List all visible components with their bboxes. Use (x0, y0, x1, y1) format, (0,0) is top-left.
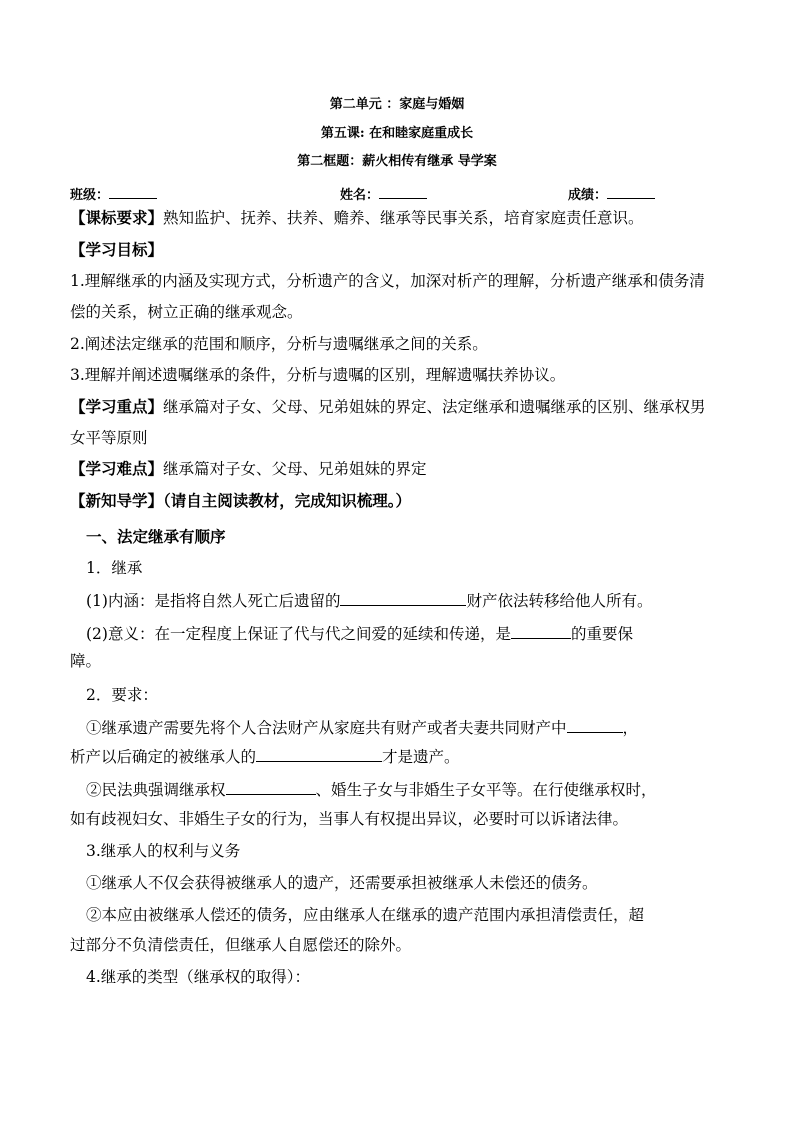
significance-line-b: 障。 (70, 652, 102, 670)
goals-tag: 【学习目标】 (70, 240, 164, 259)
class-label: 班级： (70, 188, 110, 203)
class-blank[interactable] (109, 182, 157, 199)
connotation-blank[interactable] (340, 589, 466, 606)
difficulty-line (70, 458, 730, 480)
requirement-1-blank-a[interactable] (567, 716, 623, 733)
significance-text-b: 的重要保 (570, 625, 633, 643)
name-label: 姓名： (340, 188, 380, 203)
guide-line (70, 490, 730, 512)
name-blank[interactable] (379, 182, 427, 199)
standard-line (70, 207, 730, 229)
standard-tag: 【课标要求】 (70, 208, 164, 227)
rights-item-2-line-b: 过部分不负清偿责任，但继承人自愿偿还的除外。 (70, 936, 412, 954)
inheritance-heading: 1．继承 (86, 559, 143, 577)
connotation-line (86, 589, 746, 612)
goal-2: 2.阐述法定继承的范围和顺序，分析与遗嘱继承之间的关系。 (70, 335, 488, 353)
key-line-a (70, 396, 730, 418)
significance-line (86, 622, 746, 645)
difficulty-text: 继承篇对子女、父母、兄弟姐妹的界定 (163, 460, 427, 478)
requirement-1-line-a (86, 716, 746, 739)
requirement-1-text-a: ①继承遗产需要先将个人合法财产从家庭共有财产或者夫妻共同财产中 (86, 719, 567, 737)
guide-tag: 【新知导学】 (70, 491, 164, 510)
key-tag: 【学习重点】 (70, 397, 164, 416)
class-field (70, 182, 157, 203)
connotation-text-b: 财产依法转移给他人所有。 (466, 592, 653, 610)
requirement-2-line-b: 如有歧视妇女、非婚生子女的行为，当事人有权提出异议，必要时可以诉诸法律。 (70, 810, 629, 828)
requirement-2-blank[interactable] (226, 778, 316, 795)
goal-1-line-a: 1.理解继承的内涵及实现方式，分析遗产的含义，加深对析产的理解，分析遗产继承和债务清 (70, 272, 705, 290)
requirement-1-line-b (70, 745, 730, 768)
rights-item-2-line-a: ②本应由被继承人偿还的债务，应由继承人在继承的遗产范围内承担清偿责任，超 (86, 906, 645, 924)
section-1-title: 一、法定继承有顺序 (86, 527, 226, 546)
requirement-1-text-b: ， (622, 719, 639, 737)
requirement-2-line-a (86, 778, 746, 801)
score-field (568, 182, 655, 203)
standard-text: 熟知监护、抚养、扶养、赡养、继承等民事关系，培育家庭责任意识。 (163, 209, 644, 227)
difficulty-tag: 【学习难点】 (70, 459, 164, 478)
goal-1-line-b: 偿的关系，树立正确的继承观念。 (70, 303, 303, 321)
lesson-title: 第五课: 在和睦家庭重成长 (320, 126, 474, 141)
requirements-heading: 2．要求： (86, 686, 158, 704)
frame-title: 第二框题：薪火相传有继承 导学案 (297, 154, 497, 169)
requirement-1-text-c: 析产以后确定的被继承人的 (70, 748, 257, 766)
name-field (340, 182, 427, 203)
score-label: 成绩： (568, 188, 608, 203)
requirement-1-blank-b[interactable] (256, 745, 382, 762)
requirement-2-text-b: 、婚生子女与非婚生子女平等。在行使继承权时， (315, 781, 657, 799)
connotation-text-a: (1)内涵：是指将自然人死亡后遗留的 (86, 592, 341, 610)
key-text-a: 继承篇对子女、父母、兄弟姐妹的界定、法定继承和遗嘱继承的区别、继承权男 (163, 398, 706, 416)
goal-3: 3.理解并阐述遗嘱继承的条件，分析与遗嘱的区别，理解遗嘱扶养协议。 (70, 366, 566, 384)
requirement-1-text-d: 才是遗产。 (382, 748, 460, 766)
significance-text-a: (2)意义：在一定程度上保证了代与代之间爱的延续和传递，是 (86, 625, 511, 643)
rights-item-1: ①继承人不仅会获得被继承人的遗产，还需要承担被继承人未偿还的债务。 (86, 874, 598, 892)
key-line-b: 女平等原则 (70, 429, 148, 447)
unit-title: 第二单元 ：家庭与婚姻 (329, 97, 465, 112)
significance-blank[interactable] (511, 622, 571, 639)
rights-heading: 3.继承人的权利与义务 (86, 842, 241, 860)
types-heading: 4.继承的类型（继承权的取得）： (86, 968, 311, 986)
requirement-2-text-a: ②民法典强调继承权 (86, 781, 226, 799)
score-blank[interactable] (607, 182, 655, 199)
guide-text: （请自主阅读教材，完成知识梳理。） (163, 491, 412, 510)
